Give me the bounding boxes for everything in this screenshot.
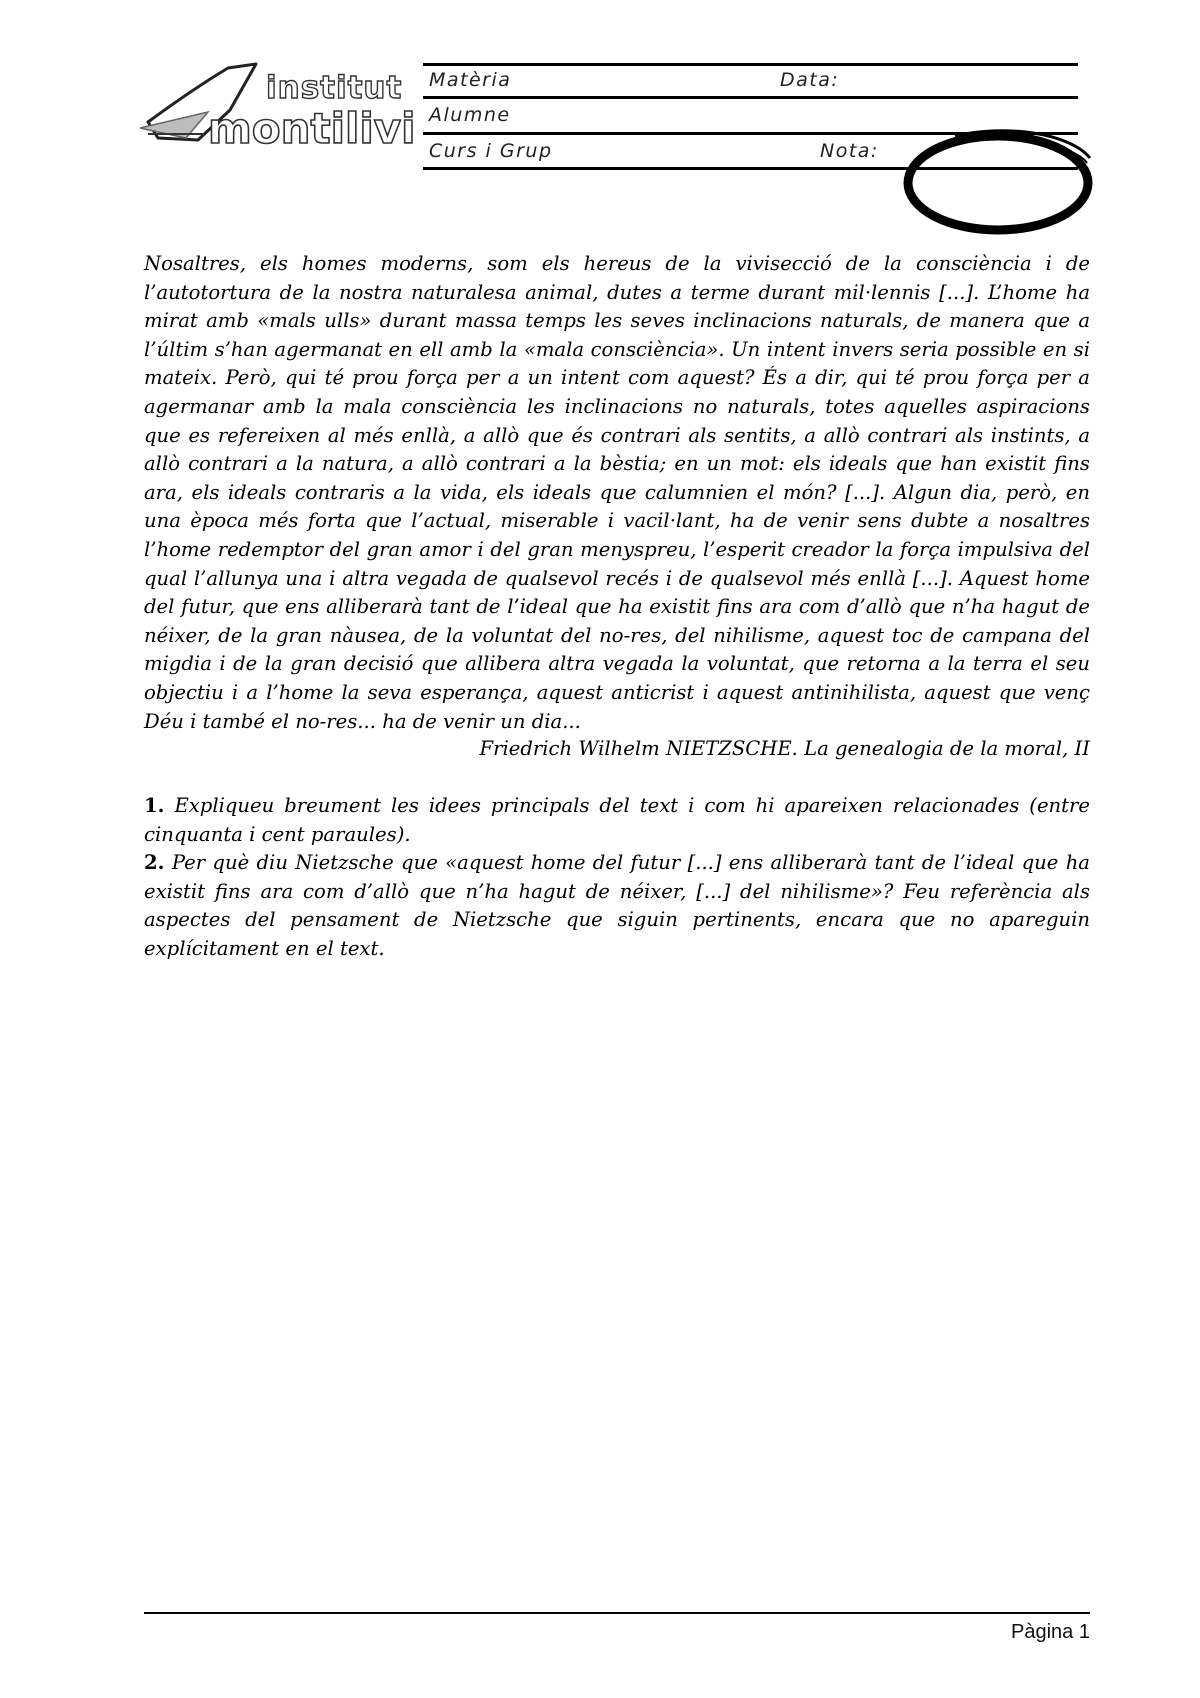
question-text: Per què diu Nietzsche que «aquest home del futur [...] ens alliberarà tant de l’ideal que ha existit fins ara com d’allò que n’ha hagut de néixer, [...] del nihilisme»? Feu referència als aspectes del pensament de Nietzsche que siguin pertinents, encara que no apareguin explícitament en el text. (144, 851, 1090, 960)
form-rule-top (423, 63, 1078, 66)
institut-montilivi-logo (138, 60, 416, 160)
question-1 (144, 792, 1090, 849)
course-group-label: Curs i Grup (429, 140, 553, 162)
subject-label: Matèria (429, 69, 512, 91)
questions-list (144, 792, 1090, 964)
question-text: Expliqueu breument les idees principals del text i com hi apareixen relacionades (entre cinquanta i cent paraules). (144, 794, 1090, 846)
nietzsche-quote: Nosaltres, els homes moderns, som els hereus de la vivisecció de la consciència i de l’autotortura de la nostra naturalesa animal, dutes a terme durant mil·lennis [...]. L’home ha mirat amb «mals ulls» durant massa temps les seves inclinacions naturals, de manera que a l’últim s’han agermanat en ell amb la «mala consciència». Un intent invers seria possible en si mateix. Però, qui té prou força per a un intent com aquest? És a dir, qui té prou força per a agermanar amb la mala consciència les inclinacions no naturals, totes aquelles aspiracions que es refereixen al més enllà, a allò que és contrari als sentits, a allò contrari als instints, a allò contrari a la natura, a allò contrari a la bèstia; en un mot: els ideals que han existit fins ara, els ideals contraris a la vida, els ideals que calumnien el món? [...]. Algun dia, però, en una època més forta que l’actual, miserable i vacil·lant, ha de venir sens dubte a nosaltres l’home redemptor del gran amor i del gran menyspreu, l’esperit creador la força impulsiva del qual l’allunya una i altra vegada de qualsevol recés i de qualsevol més enllà [...]. Aquest home del futur, que ens alliberarà tant de l’ideal que ha existit fins ara com d’allò que n’ha hagut de néixer, de la gran nàusea, de la voluntat del no-res, del nihilisme, aquest toc de campana del migdia i de la gran decisió que allibera altra vegada la voluntat, que retorna a la terra el seu objectiu i a l’home la seva esperança, aquest anticrist i aquest antinihilista, aquest que venç Déu i també el no-res... ha de venir un dia... (144, 252, 1090, 733)
grade-label: Nota: (820, 140, 879, 162)
grade-oval-shape (895, 128, 1095, 238)
student-label: Alumne (429, 104, 511, 126)
quote-attribution: Friedrich Wilhelm NIETZSCHE. La genealogia de la moral, II (479, 737, 1090, 760)
school-logo (138, 60, 416, 160)
question-2 (144, 849, 1090, 963)
logo-line-institut: institut (266, 70, 403, 106)
date-label: Data: (780, 69, 840, 91)
form-rule-2 (423, 96, 1078, 99)
logo-line-montilivi: montilivi (208, 104, 416, 153)
question-number: 2. (144, 851, 165, 875)
grade-oval (895, 128, 1095, 238)
page-number: Pàgina 1 (1011, 1621, 1090, 1643)
question-number: 1. (144, 794, 165, 817)
footer-rule (144, 1612, 1090, 1614)
